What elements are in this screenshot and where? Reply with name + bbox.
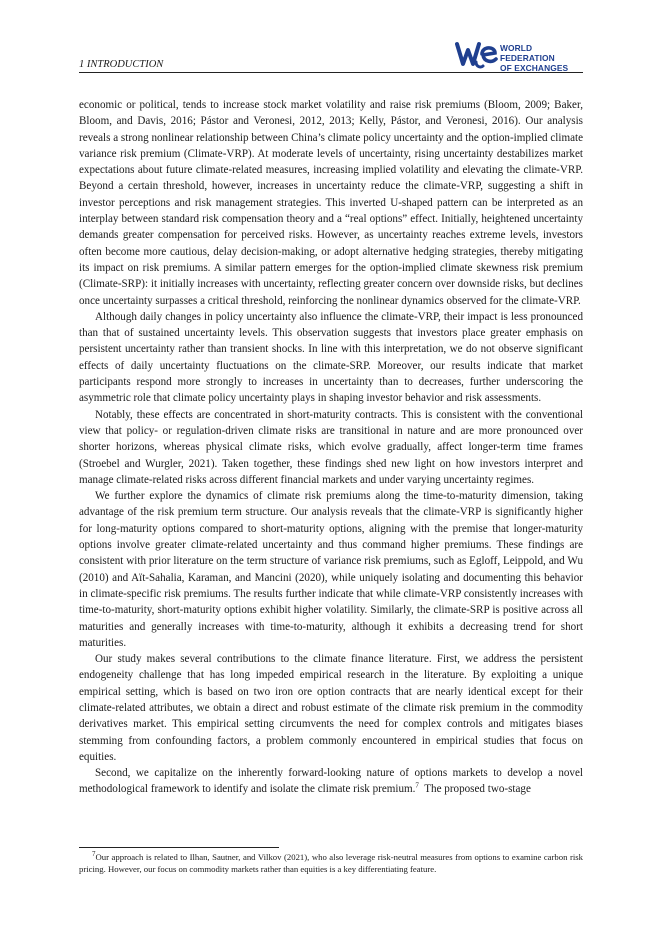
paragraph-1: economic or political, tends to increase stock market volatility and raise risk premiums (Bloom, 2009; Baker, Bloom, and Davis, 2016; Pástor and Veronesi, 2012, 2013; Kelly, Pástor, and Veronesi, 2016). Our analysis reveals a strong nonlinear relationship between China’s climate policy uncertainty and the option-implied climate variance risk premium (Climate-VRP). At moderate levels of uncertainty, rising uncertainty destabilizes market expectations about future climate-related measures, increasing implied volatility and elevating the climate-VRP. Beyond a certain threshold, however, increases in uncertainty reduce the climate-VRP, suggesting a shift in investor perceptions and risk management strategies. This inverted U-shaped pattern can be interpreted as an interplay between standard risk compensation theory and a “real options” effect. Initially, heightened uncertainty demands greater compensation for perceived risks. However, as uncertainty reaches extreme levels, investors often become more cautious, delay decision-making, or adopt alternative hedging strategies, thereby mitigating its impact on risk premiums. A similar pattern emerges for the option-implied climate skewness risk premium (Climate-SRP): it initially increases with uncertainty, reflecting greater concern over downside risks, but declines once uncertainty surpasses a critical threshold, reinforcing the nonlinear dynamics observed for the climate-VRP. xyxy=(79,99,583,307)
footnote-text: Our approach is related to Ilhan, Sautner, and Vilkov (2021), who also leverage risk-neutral measures from options to examine carbon risk pricing. However, our focus on commodity markets rather than equities is a key differentiating feature. xyxy=(79,852,583,875)
paragraph-6-tail: The proposed two-stage xyxy=(424,783,531,796)
paragraph-2: Although daily changes in policy uncertainty also influence the climate-VRP, their impact is less pronounced than that of sustained uncertainty levels. This observation suggests that investors place greater emphasis on persistent uncertainty rather than transient shocks. In line with this interpretation, we do not observe significant effects of daily uncertainty fluctuations on the climate-SRP. Moreover, our results indicate that market participants respond more strongly to increases in uncertainty than to decreases, further underscoring the asymmetric role that climate policy uncertainty plays in shaping investor behavior and risk assessments. xyxy=(79,310,583,405)
paragraph-6 xyxy=(79,765,583,798)
footnote xyxy=(79,851,583,876)
paragraph-4: We further explore the dynamics of climate risk premiums along the time-to-maturity dimension, taking advantage of the risk premium term structure. Our analysis reveals that the climate-VRP is significantly higher for long-maturity options compared to short-maturity options, aligning with the premise that longer-maturity options involve greater climate-related uncertainty and thus command higher premiums. These findings are consistent with prior literature on the term structure of variance risk premiums, such as Egloff, Leippold, and Wu (2010) and Aït-Sahalia, Karaman, and Mancini (2020), while uniquely isolating and documenting this behavior in climate-specific risk premiums. The results further indicate that while climate-VRP consistently increases with time-to-maturity, short-maturity options exhibit higher volatility. Similarly, the climate-SRP is positive across all maturities and generally increases with time-to-maturity, although it exhibits a decreasing trend for short maturities. xyxy=(79,490,583,649)
wfe-logo-text xyxy=(500,43,585,73)
footnote-marker: 7 xyxy=(92,850,96,859)
paragraph-6-text: Second, we capitalize on the inherently forward-looking nature of options markets to develop a novel methodological framework to identify and isolate the climate risk premium. xyxy=(79,767,583,796)
wfe-logo-icon xyxy=(455,40,499,70)
footnote-rule xyxy=(79,847,279,848)
logo-line1: WORLD FEDERATION xyxy=(500,43,555,63)
running-head: 1 INTRODUCTION xyxy=(79,59,164,70)
paragraph-3: Notably, these effects are concentrated in short-maturity contracts. This is consistent with the conventional view that policy- or regulation-driven climate risks are transitional in nature and are more pronounced over shorter horizons, whereas physical climate risks, which evolve gradually, affect longer-term time frames (Stroebel and Wurgler, 2021). Taken together, these findings shed new light on how investors interpret and manage climate-related risks across different financial markets and under varying uncertainty regimes. xyxy=(79,408,583,486)
header-rule xyxy=(79,72,583,73)
body-text xyxy=(79,97,583,798)
wfe-logo xyxy=(455,40,585,73)
footnote-ref[interactable]: 7 xyxy=(415,781,419,790)
paragraph-5: Our study makes several contributions to the climate finance literature. First, we address the persistent endogeneity challenge that has long impeded empirical research in the literature. By exploiting a unique empirical setting, which is based on two iron ore option contracts that are nearly identical except for their climate-related attributes, we obtain a direct and robust estimate of the climate risk premium in the commodity derivatives market. This empirical setting circumvents the need for complex controls and mitigates biases stemming from confounding factors, a problem commonly encountered in empirical studies that focus on equities. xyxy=(79,653,583,763)
logo-line2: OF EXCHANGES xyxy=(500,63,569,73)
